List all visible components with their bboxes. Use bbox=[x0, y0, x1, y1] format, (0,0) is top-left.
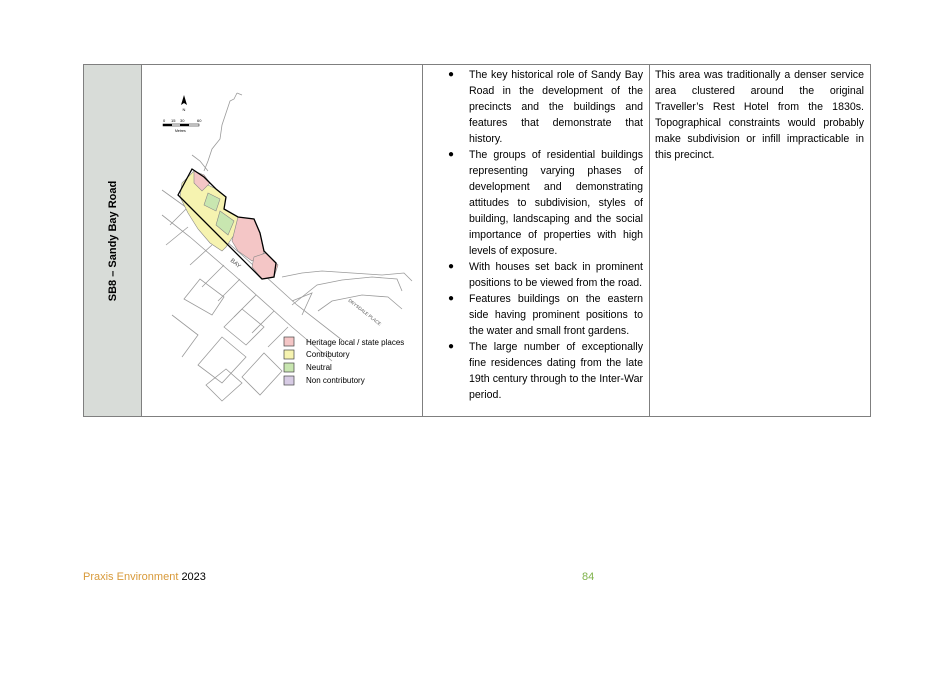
list-item: ● With houses set back in prominent positions to be viewed from the road. bbox=[448, 261, 643, 289]
scale-tick-3: 60 bbox=[197, 118, 202, 123]
heritage-values-cell bbox=[423, 65, 650, 416]
list-item: ● The key historical role of Sandy Bay Road in the development of the precincts and the buildings and features that demonstrate that history. bbox=[448, 69, 643, 145]
page-number: 84 bbox=[582, 571, 595, 583]
north-arrow-icon bbox=[181, 95, 187, 112]
legend-swatch-heritage bbox=[284, 337, 294, 346]
precinct-table bbox=[83, 64, 871, 417]
list-item: ● The large number of exceptionally fine residences dating from the late 19th century through to the Inter-War period. bbox=[448, 341, 643, 401]
bullet-icon: ● bbox=[448, 261, 455, 272]
footer-year: 2023 bbox=[181, 571, 206, 583]
scale-tick-0: 0 bbox=[163, 118, 166, 123]
map-legend bbox=[284, 337, 404, 385]
bullet-icon: ● bbox=[448, 293, 455, 304]
legend-swatch-non-contributory bbox=[284, 376, 294, 385]
precinct-map bbox=[142, 65, 423, 416]
legend-label-non-contributory: Non contributory bbox=[306, 376, 365, 385]
precinct-label: SB8 – Sandy Bay Road bbox=[106, 180, 119, 301]
notes-cell bbox=[650, 65, 870, 416]
precinct-parcels bbox=[180, 171, 278, 279]
bullet-icon: ● bbox=[448, 69, 455, 80]
map-svg bbox=[142, 65, 422, 418]
street-label-road: BAY bbox=[228, 257, 242, 270]
scale-unit: Metres bbox=[175, 129, 186, 133]
legend-label-neutral: Neutral bbox=[306, 363, 332, 372]
legend-swatch-neutral bbox=[284, 363, 294, 372]
bullet-icon: ● bbox=[448, 341, 455, 352]
scale-tick-1: 15 bbox=[171, 118, 176, 123]
scale-tick-2: 30 bbox=[180, 118, 185, 123]
notes-text: This area was traditionally a denser service area clustered around the original Traveller’s Rest Hotel from the 1830s. Topographical constraints would probably make subdivision or infill impracticable in this precinct. bbox=[655, 69, 864, 161]
bullet-icon: ● bbox=[448, 149, 455, 160]
legend-label-contributory: Contributory bbox=[306, 350, 350, 359]
north-label: N bbox=[182, 107, 186, 112]
legend-swatch-contributory bbox=[284, 350, 294, 359]
street-label-place: DRYSDALE PLACE bbox=[347, 297, 383, 327]
footer-credit bbox=[83, 571, 206, 583]
precinct-label-cell bbox=[84, 65, 142, 416]
list-item: ● Features buildings on the eastern side having prominent positions to the water and small front gardens. bbox=[448, 293, 643, 337]
scale-bar bbox=[163, 118, 202, 133]
legend-label-heritage: Heritage local / state places bbox=[306, 338, 405, 347]
list-item: ● The groups of residential buildings representing varying phases of development and demonstrating attitudes to subdivision, styles of building, landscaping and the social importance of properties with high levels of exposure. bbox=[448, 149, 643, 257]
heritage-values-list bbox=[423, 65, 649, 403]
footer-org: Praxis Environment bbox=[83, 571, 179, 583]
